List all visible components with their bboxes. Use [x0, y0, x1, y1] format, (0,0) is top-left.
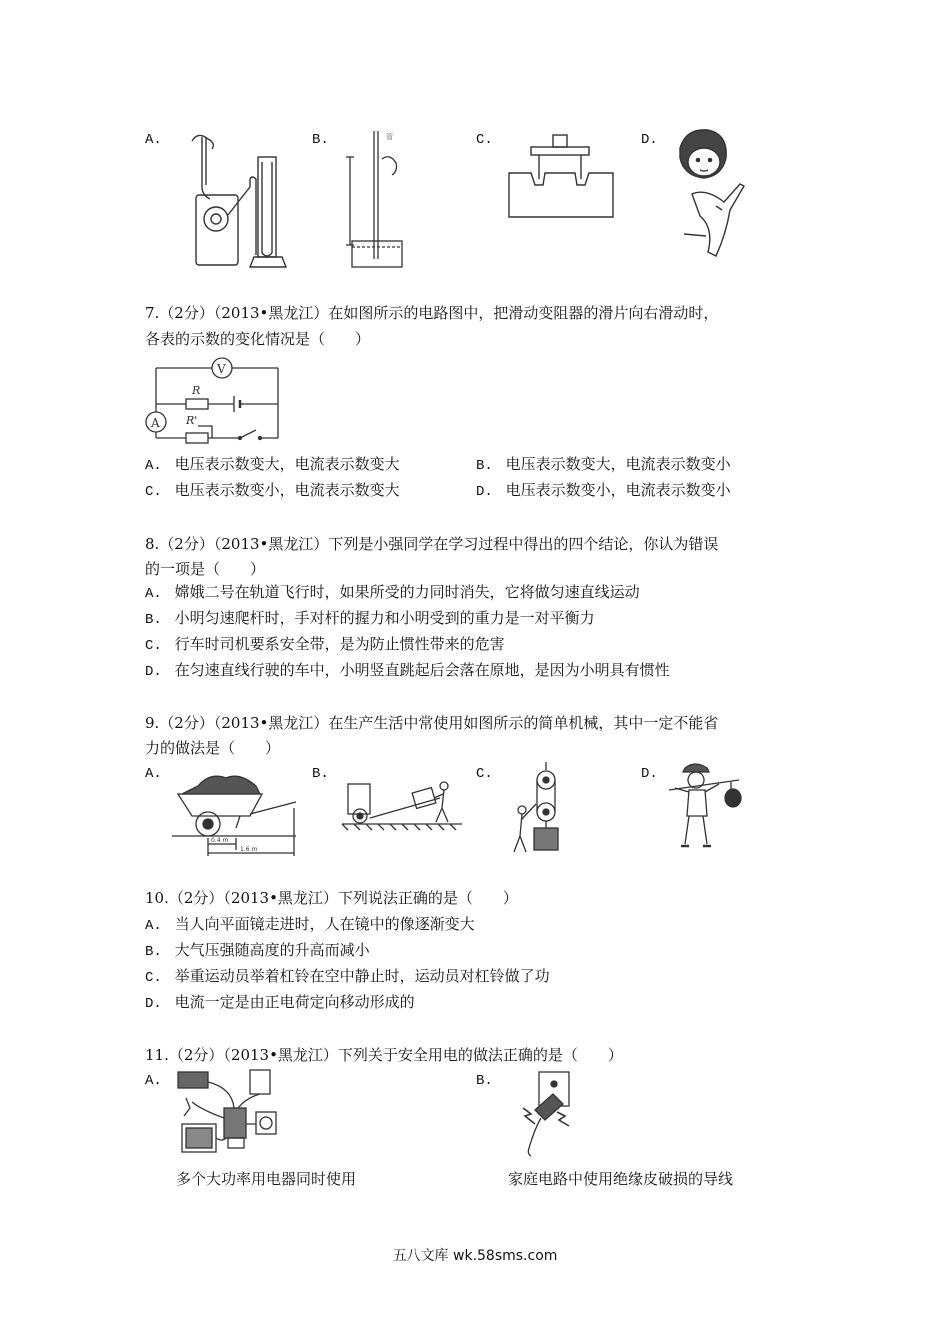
wheelbarrow-short-dim: 0.4 m [211, 837, 229, 844]
q11-figure-b-damaged-wire [505, 1068, 595, 1158]
q11-stem: 11.（2分）（2013•黑龙江）下列关于安全用电的做法正确的是（ ） [145, 1046, 623, 1064]
q8-option-d-text: 在匀速直线行驶的车中，小明竖直跳起后会落在原地，是因为小明具有惯性 [174, 661, 670, 679]
q8-option-a-letter: A. [145, 586, 162, 602]
q8-stem-line2: 的一项是（ ） [145, 560, 266, 578]
q8-option-c-text: 行车时司机要系安全带，是为防止惯性带来的危害 [174, 635, 505, 653]
q7-option-b-letter: B. [476, 458, 493, 474]
q9-figure-a-wheelbarrow [170, 764, 300, 859]
q11-figure-a-many-appliances [172, 1068, 292, 1158]
q10-option-a [145, 915, 475, 935]
q6-option-d-letter: D. [641, 132, 658, 148]
q8-option-c-letter: C. [145, 638, 162, 654]
q7-option-a-text: 电压表示数变大，电流表示数变大 [174, 455, 400, 473]
svg-text:管: 管 [386, 133, 393, 141]
q8-option-b-letter: B. [145, 612, 162, 628]
q10-option-b [145, 941, 370, 961]
q7-option-a-letter: A. [145, 458, 162, 474]
q6-figure-a-u-tube-manometer [172, 127, 292, 272]
q10-option-b-text: 大气压强随高度的升高而减小 [174, 941, 370, 959]
q7-option-d-text: 电压表示数变小，电流表示数变小 [505, 481, 731, 499]
q10-option-d-text: 电流一定是由正电荷定向移动形成的 [174, 993, 415, 1011]
rheostat-label: R' [186, 414, 198, 427]
resistor-label: R [192, 384, 201, 397]
q8-option-d-letter: D. [145, 664, 162, 680]
q9-option-a-letter: A. [145, 766, 162, 782]
q7-option-d-letter: D. [476, 484, 493, 500]
q7-option-b [476, 455, 731, 475]
q9-option-c-letter: C. [476, 766, 493, 782]
q9-figure-b-inclined-plane [340, 764, 465, 834]
q6-option-c-letter: C. [476, 132, 493, 148]
q8-option-c [145, 635, 505, 655]
q6-option-b-letter: B. [312, 132, 329, 148]
q10-option-c [145, 967, 550, 987]
q11-option-a-letter: A. [145, 1073, 162, 1089]
q9-option-d-letter: D. [641, 766, 658, 782]
q8-option-a-text: 嫦娥二号在轨道飞行时，如果所受的力同时消失，它将做匀速直线运动 [174, 583, 640, 601]
q9-option-b-letter: B. [312, 766, 329, 782]
q11-option-b-caption: 家庭电路中使用绝缘皮破损的导线 [508, 1170, 734, 1188]
q10-option-a-letter: A. [145, 918, 162, 934]
voltmeter-label: V [217, 362, 226, 376]
q11-option-a-caption: 多个大功率用电器同时使用 [176, 1170, 357, 1188]
q10-option-d [145, 993, 415, 1013]
q10-option-d-letter: D. [145, 996, 162, 1012]
q10-option-c-text: 举重运动员举着杠铃在空中静止时，运动员对杠铃做了功 [174, 967, 550, 985]
q7-stem-line1: 7.（2分）（2013•黑龙江）在如图所示的电路图中，把滑动变阻器的滑片向右滑动时， [145, 304, 719, 322]
q7-option-a [145, 455, 400, 475]
ammeter-label: A [151, 416, 160, 430]
q10-option-a-text: 当人向平面镜走进时，人在镜中的像逐渐变大 [174, 915, 475, 933]
q6-figure-d-boy-with-tool [670, 124, 760, 274]
page-footer: 五八文库 wk.58sms.com [392, 1248, 558, 1264]
q7-circuit-diagram [142, 356, 287, 446]
q9-figure-c-pulley [500, 760, 580, 855]
q10-option-c-letter: C. [145, 970, 162, 986]
q7-option-c-letter: C. [145, 484, 162, 500]
q7-option-d [476, 481, 731, 501]
q9-stem-line1: 9.（2分）（2013•黑龙江）在生产生活中常使用如图所示的简单机械，其中一定不能省 [145, 714, 719, 732]
q10-option-b-letter: B. [145, 944, 162, 960]
q9-figure-d-carrying-pole [665, 760, 750, 855]
wheelbarrow-long-dim: 1.6 m [240, 846, 258, 853]
q6-figure-c-block-on-base [505, 127, 620, 222]
q8-option-b [145, 609, 595, 629]
q8-option-a [145, 583, 640, 603]
q8-option-b-text: 小明匀速爬杆时，手对杆的握力和小明受到的重力是一对平衡力 [174, 609, 595, 627]
q9-stem-line2: 力的做法是（ ） [145, 739, 281, 757]
q8-option-d [145, 661, 670, 681]
q7-option-c [145, 481, 400, 501]
q10-stem: 10.（2分）（2013•黑龙江）下列说法正确的是（ ） [145, 889, 518, 907]
q6-figure-b-tube-in-beaker [338, 127, 418, 272]
q11-option-b-letter: B. [476, 1073, 493, 1089]
q7-option-b-text: 电压表示数变大，电流表示数变小 [505, 455, 731, 473]
q8-stem-line1: 8.（2分）（2013•黑龙江）下列是小强同学在学习过程中得出的四个结论，你认为错误 [145, 535, 719, 553]
q7-stem-line2: 各表的示数的变化情况是（ ） [145, 330, 371, 348]
q7-option-c-text: 电压表示数变小，电流表示数变大 [174, 481, 400, 499]
q6-option-a-letter: A. [145, 132, 162, 148]
